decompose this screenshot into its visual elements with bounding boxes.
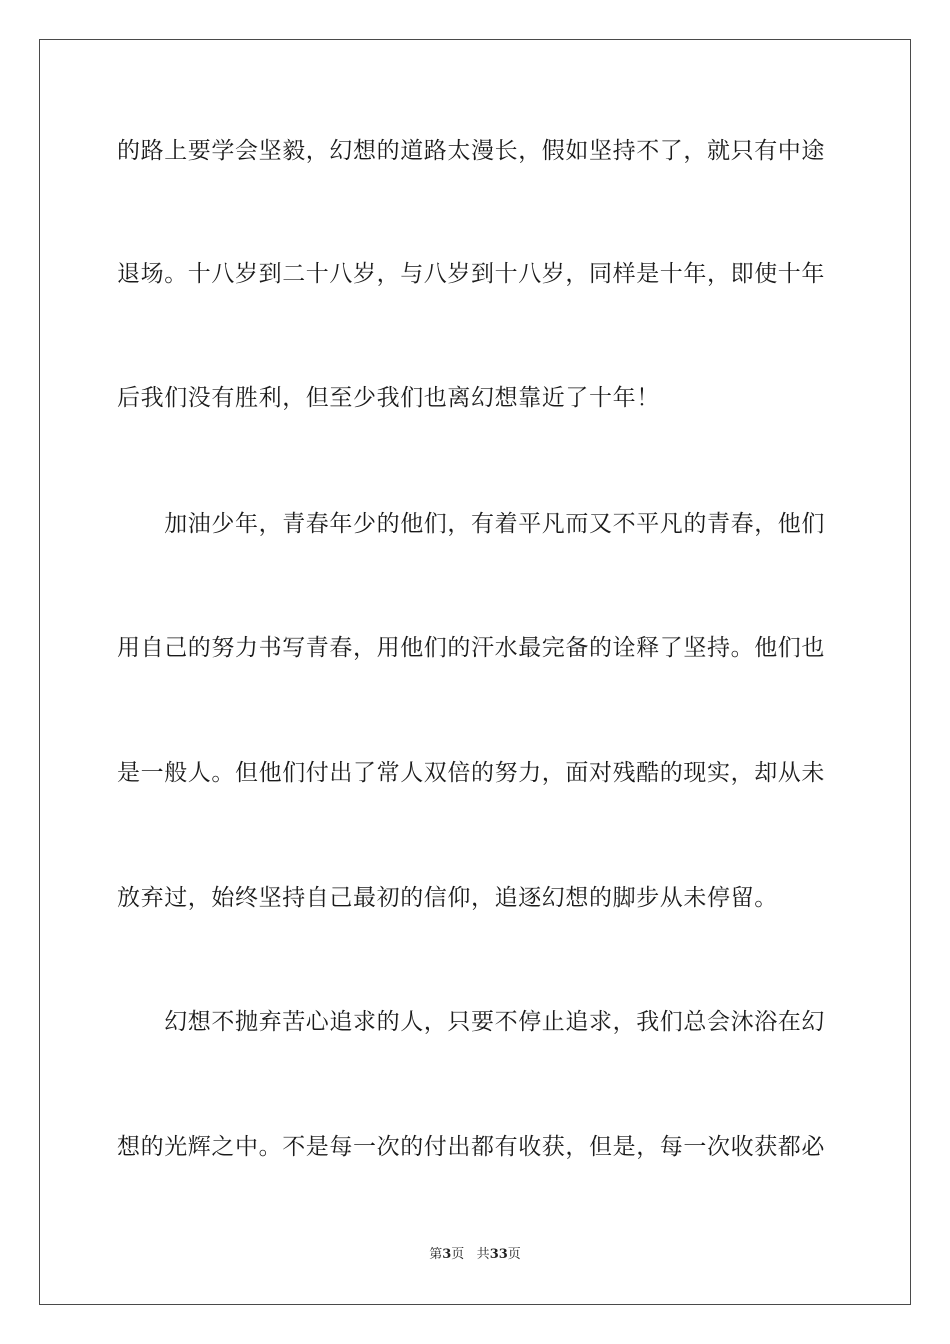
footer-total-pages: 33 xyxy=(489,1247,508,1262)
footer-page-prefix: 第 xyxy=(429,1247,443,1262)
body-line-7: 放弃过，始终坚持自己最初的信仰，追逐幻想的脚步从未停留。 xyxy=(117,885,778,911)
body-line-8: 幻想不抛弃苦心追求的人，只要不停止追求，我们总会沐浴在幻 xyxy=(117,1009,825,1035)
body-line-2: 退场。十八岁到二十八岁，与八岁到十八岁，同样是十年，即使十年 xyxy=(117,261,825,287)
body-line-4: 加油少年，青春年少的他们，有着平凡而又不平凡的青春，他们 xyxy=(117,511,825,537)
footer-page-number: 3 xyxy=(442,1247,452,1262)
footer-total-prefix: 共 xyxy=(476,1247,490,1262)
body-line-6: 是一般人。但他们付出了常人双倍的努力，面对残酷的现实，却从未 xyxy=(117,760,825,786)
footer-page-suffix: 页 xyxy=(451,1247,465,1262)
body-line-9: 想的光辉之中。不是每一次的付出都有收获，但是，每一次收获都必 xyxy=(117,1134,825,1160)
body-line-5: 用自己的努力书写青春，用他们的汗水最完备的诠释了坚持。他们也 xyxy=(117,635,825,661)
body-line-1: 的路上要学会坚毅，幻想的道路太漫长，假如坚持不了，就只有中途 xyxy=(117,138,825,164)
page-footer xyxy=(0,1246,950,1264)
page-border xyxy=(39,39,911,1305)
footer-total-suffix: 页 xyxy=(507,1247,521,1262)
body-line-3: 后我们没有胜利，但至少我们也离幻想靠近了十年！ xyxy=(117,385,660,411)
